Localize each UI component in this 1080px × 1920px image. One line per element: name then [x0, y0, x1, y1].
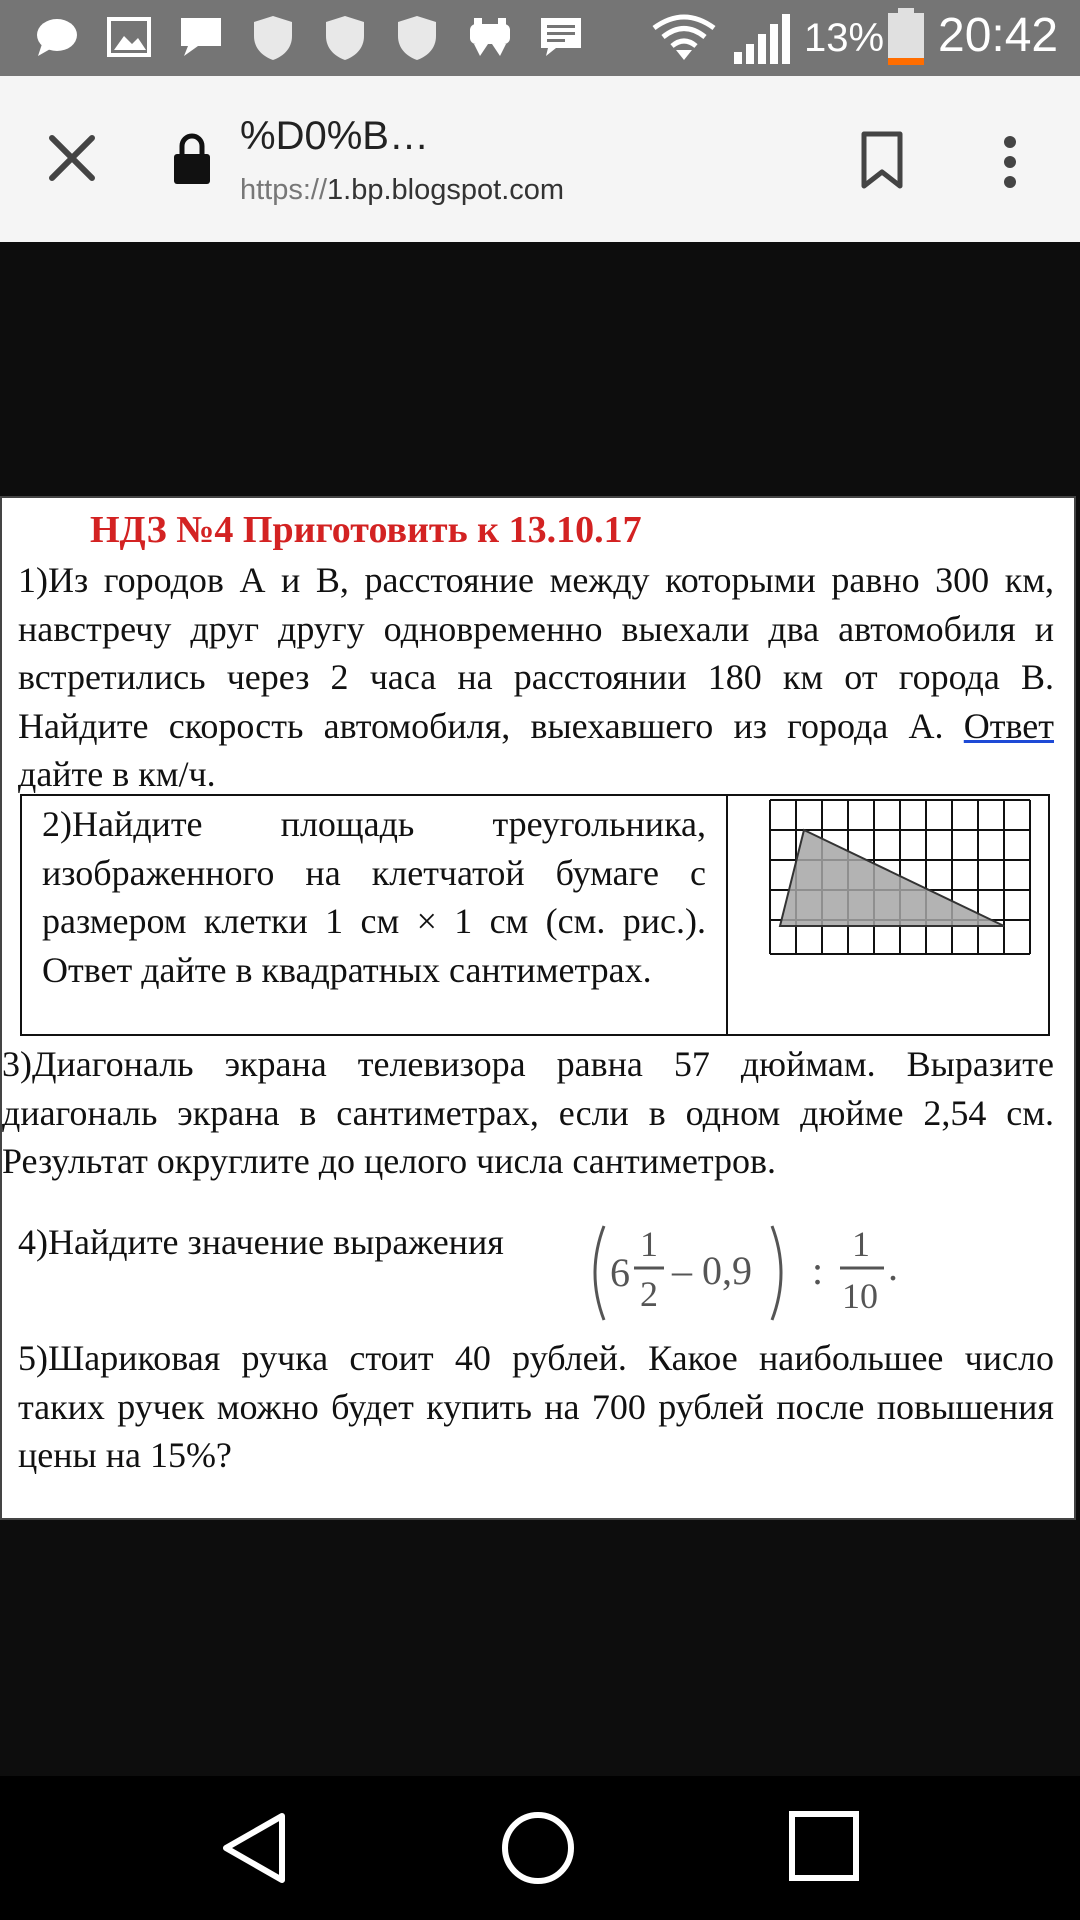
url-text[interactable]: [240, 174, 564, 207]
shaded-triangle: [780, 830, 1004, 926]
more-options-icon[interactable]: [992, 134, 1028, 190]
expr-whole: 6: [610, 1250, 630, 1295]
task-3: 3)Диагональ экрана телевизора равна 57 дюймам. Выразите диагональ экрана в сантиметрах, если в одном дюйме 2,54 см. Результат округлите до целого числа сантиметров.: [2, 1044, 1054, 1181]
triangle-grid-figure: [748, 796, 1048, 966]
expr-divide: :: [812, 1248, 824, 1293]
homework-image: [0, 496, 1076, 1520]
expr-minus: – 0,9: [672, 1248, 752, 1293]
chat-bubble-icon: [34, 14, 80, 60]
shield-icon: [394, 14, 440, 62]
signal-icon: [732, 14, 796, 64]
navigation-bar: [0, 1776, 1080, 1920]
task-1-text-end: дайте в км/ч.: [18, 754, 216, 794]
status-bar: [0, 0, 1080, 76]
wifi-icon: [652, 14, 716, 62]
doc-title: НДЗ №4 Приготовить к 13.10.17: [90, 509, 642, 551]
task-2-divider: [726, 796, 728, 1034]
shield-icon: [322, 14, 368, 62]
home-icon[interactable]: [500, 1810, 576, 1886]
recent-apps-icon[interactable]: [788, 1810, 860, 1882]
message-icon: [178, 14, 224, 60]
task-4: 4)Найдите значение выражения: [18, 1222, 504, 1262]
task-1-answer-word: Ответ: [963, 705, 1054, 746]
close-icon[interactable]: [46, 132, 98, 184]
clock-time: 20:42: [938, 9, 1059, 62]
battery-icon: [886, 8, 926, 66]
game-controller-icon: [466, 14, 514, 60]
shield-icon: [250, 14, 296, 62]
browser-toolbar: [0, 76, 1080, 242]
task-2-text: 2)Найдите площадь треугольника, изображенного на клетчатой бумаге с размером клетки 1 см × 1 см (см. рис.). Ответ дайте в квадратных сантиметрах.: [42, 804, 706, 990]
url-scheme: https://: [240, 174, 328, 206]
left-paren: [595, 1226, 604, 1320]
right-paren: [772, 1226, 781, 1320]
task-1-text: 1)Из городов А и В, расстояние между которыми равно 300 км, навстречу друг другу одновременно выехали два автомобиля и встретились через 2 часа на расстоянии 180 км от города В. Найдите скорость автомобиля, выехавшего из города А.: [18, 560, 1054, 746]
url-host: 1.bp.blogspot.com: [327, 174, 565, 206]
expr-denominator-2: 10: [842, 1276, 878, 1316]
task-1: [18, 556, 1054, 799]
battery-percent: 13%: [804, 16, 885, 60]
bookmark-icon[interactable]: [858, 130, 906, 190]
expr-numerator: 1: [640, 1224, 658, 1264]
notes-icon: [538, 14, 584, 60]
back-icon[interactable]: [218, 1810, 288, 1886]
image-icon: [106, 14, 152, 60]
task-4-expression: [588, 1218, 908, 1328]
page-title[interactable]: %D0%B…: [240, 114, 429, 158]
task-2-box: [20, 794, 1050, 1036]
lock-icon: [172, 132, 212, 184]
expr-denominator: 2: [640, 1274, 658, 1314]
expr-dot: .: [888, 1244, 898, 1289]
task-5: 5)Шариковая ручка стоит 40 рублей. Какое наибольшее число таких ручек можно будет купить на 700 рублей после повышения цены на 15%?: [18, 1338, 1054, 1475]
expr-numerator-2: 1: [852, 1224, 870, 1264]
